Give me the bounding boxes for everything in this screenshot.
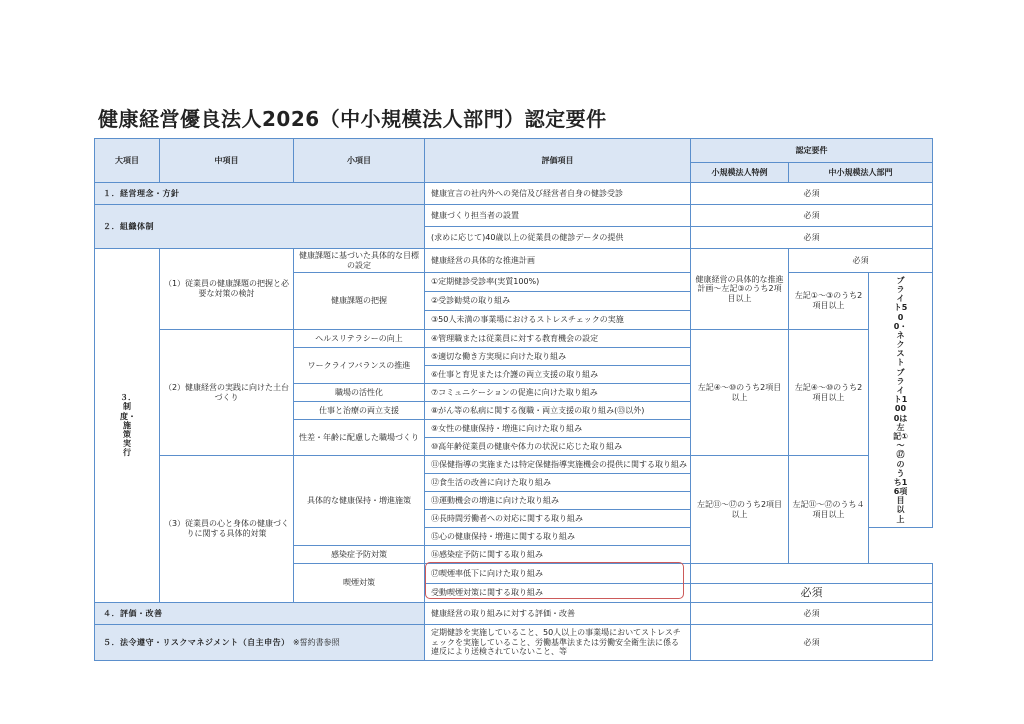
eval-item: 定期健診を実施していること、50人以上の事業場においてストレスチェックを実施していること、労働基準法または労働安全衛生法に係る違反により送検されていないこと、等 <box>425 625 691 661</box>
eval-item: ⑧がん等の私病に関する復職・両立支援の取り組み(⑬以外) <box>425 402 691 420</box>
eval-item: ⑦コミュニケーションの促進に向けた取り組み <box>425 384 691 402</box>
eval-item: ②受診勧奨の取り組み <box>425 292 691 311</box>
header-sme-dept: 中小規模法人部門 <box>789 163 933 183</box>
requirement-cell: 必須 <box>691 227 933 249</box>
section-3-title: ３．制度・施策実行 <box>95 249 160 603</box>
requirement-cell: 必須 <box>691 625 933 661</box>
minor-item: 喫煙対策 <box>294 564 425 603</box>
requirement-sme-top: 必須 <box>789 249 933 273</box>
eval-item: ⑪保健指導の実施または特定保健指導実施機会の提供に関する取り組み <box>425 456 691 474</box>
eval-item: (求めに応じて)40歳以上の従業員の健診データの提供 <box>425 227 691 249</box>
eval-item: ⑰喫煙率低下に向けた取り組み <box>425 564 690 584</box>
eval-item: ⑭長時間労働者への対応に関する取り組み <box>425 510 691 528</box>
eval-item: 健康づくり担当者の設置 <box>425 205 691 227</box>
header-small-special: 小規模法人特例 <box>691 163 789 183</box>
requirement-small-1: 健康経営の具体的な推進計画～左記③のうち2項目以上 <box>691 249 789 330</box>
requirement-small-3: 左記⑪～⑰のうち2項目以上 <box>691 456 789 564</box>
section-5-title <box>95 625 425 661</box>
requirement-sme-1: 左記①～③のうち2項目以上 <box>789 273 869 330</box>
eval-item: 健康経営の具体的な推進計画 <box>425 249 691 273</box>
minor-item: 健康課題の把握 <box>294 273 425 330</box>
eval-item: ⑥仕事と育児または介護の両立支援の取り組み <box>425 366 691 384</box>
bright-500-note: ブライト500・ネクストブライト1000は左記①～⑰のうち16項目以上 <box>869 273 933 528</box>
section-2-title: ２．組織体制 <box>95 205 425 249</box>
eval-item: ⑬運動機会の増進に向けた取り組み <box>425 492 691 510</box>
minor-item: 感染症予防対策 <box>294 546 425 564</box>
page-title: 健康経営優良法人2026（中小規模法人部門）認定要件 <box>98 107 607 131</box>
minor-item: 性差・年齢に配慮した職場づくり <box>294 420 425 456</box>
eval-item: ⑯感染症予防に関する取り組み <box>425 546 691 564</box>
header-evaluation-item: 評価項目 <box>425 139 691 183</box>
eval-item: 受動喫煙対策に関する取り組み <box>431 588 543 597</box>
middle-item-1: （1）従業員の健康課題の把握と必要な対策の検討 <box>160 249 294 330</box>
eval-item: ①定期健診受診率(実質100%) <box>425 273 691 292</box>
section-4-title: ４．評価・改善 <box>95 603 425 625</box>
requirement-cell: 必須 <box>691 205 933 227</box>
middle-item-2: （2）健康経営の実践に向けた土台づくり <box>160 330 294 456</box>
minor-item: ヘルスリテラシーの向上 <box>294 330 425 348</box>
eval-item: ⑨女性の健康保持・増進に向けた取り組み <box>425 420 691 438</box>
minor-item: 職場の活性化 <box>294 384 425 402</box>
section-1-title: １．経営理念・方針 <box>95 183 425 205</box>
certification-requirements-table <box>94 138 933 661</box>
section-5-label: ５．法令遵守・リスクマネジメント（自主申告） <box>103 637 290 647</box>
eval-item: 健康経営の取り組みに対する評価・改善 <box>425 603 691 625</box>
eval-item: ④管理職または従業員に対する教育機会の設定 <box>425 330 691 348</box>
header-middle-item: 中項目 <box>160 139 294 183</box>
minor-item: 具体的な健康保持・増進施策 <box>294 456 425 546</box>
eval-item-smoking <box>425 564 691 603</box>
minor-item: 仕事と治療の両立支援 <box>294 402 425 420</box>
header-requirements: 認定要件 <box>691 139 933 163</box>
requirement-small-2: 左記④～⑩のうち2項目以上 <box>691 330 789 456</box>
eval-item: ⑫食生活の改善に向けた取り組み <box>425 474 691 492</box>
minor-item: 健康課題に基づいた具体的な目標の設定 <box>294 249 425 273</box>
pledge-note: ※誓約書参照 <box>292 637 340 647</box>
eval-item: ⑩高年齢従業員の健康や体力の状況に応じた取り組み <box>425 438 691 456</box>
middle-item-3: （3）従業員の心と身体の健康づくりに関する具体的対策 <box>160 456 294 603</box>
header-major-item: 大項目 <box>95 139 160 183</box>
requirement-cell: 必須 <box>691 603 933 625</box>
requirement-smoking-cell <box>691 564 933 603</box>
eval-item: ⑤適切な働き方実現に向けた取り組み <box>425 348 691 366</box>
header-minor-item: 小項目 <box>294 139 425 183</box>
eval-item: ③50人未満の事業場におけるストレスチェックの実施 <box>425 311 691 330</box>
requirement-cell: 必須 <box>691 583 932 602</box>
minor-item: ワークライフバランスの推進 <box>294 348 425 384</box>
requirement-sme-3: 左記⑪～⑰のうち４項目以上 <box>789 456 869 564</box>
eval-item: 健康宣言の社内外への発信及び経営者自身の健診受診 <box>425 183 691 205</box>
requirement-cell: 必須 <box>691 183 933 205</box>
requirement-sme-2: 左記④～⑩のうち2項目以上 <box>789 330 869 456</box>
eval-item: ⑮心の健康保持・増進に関する取り組み <box>425 528 691 546</box>
